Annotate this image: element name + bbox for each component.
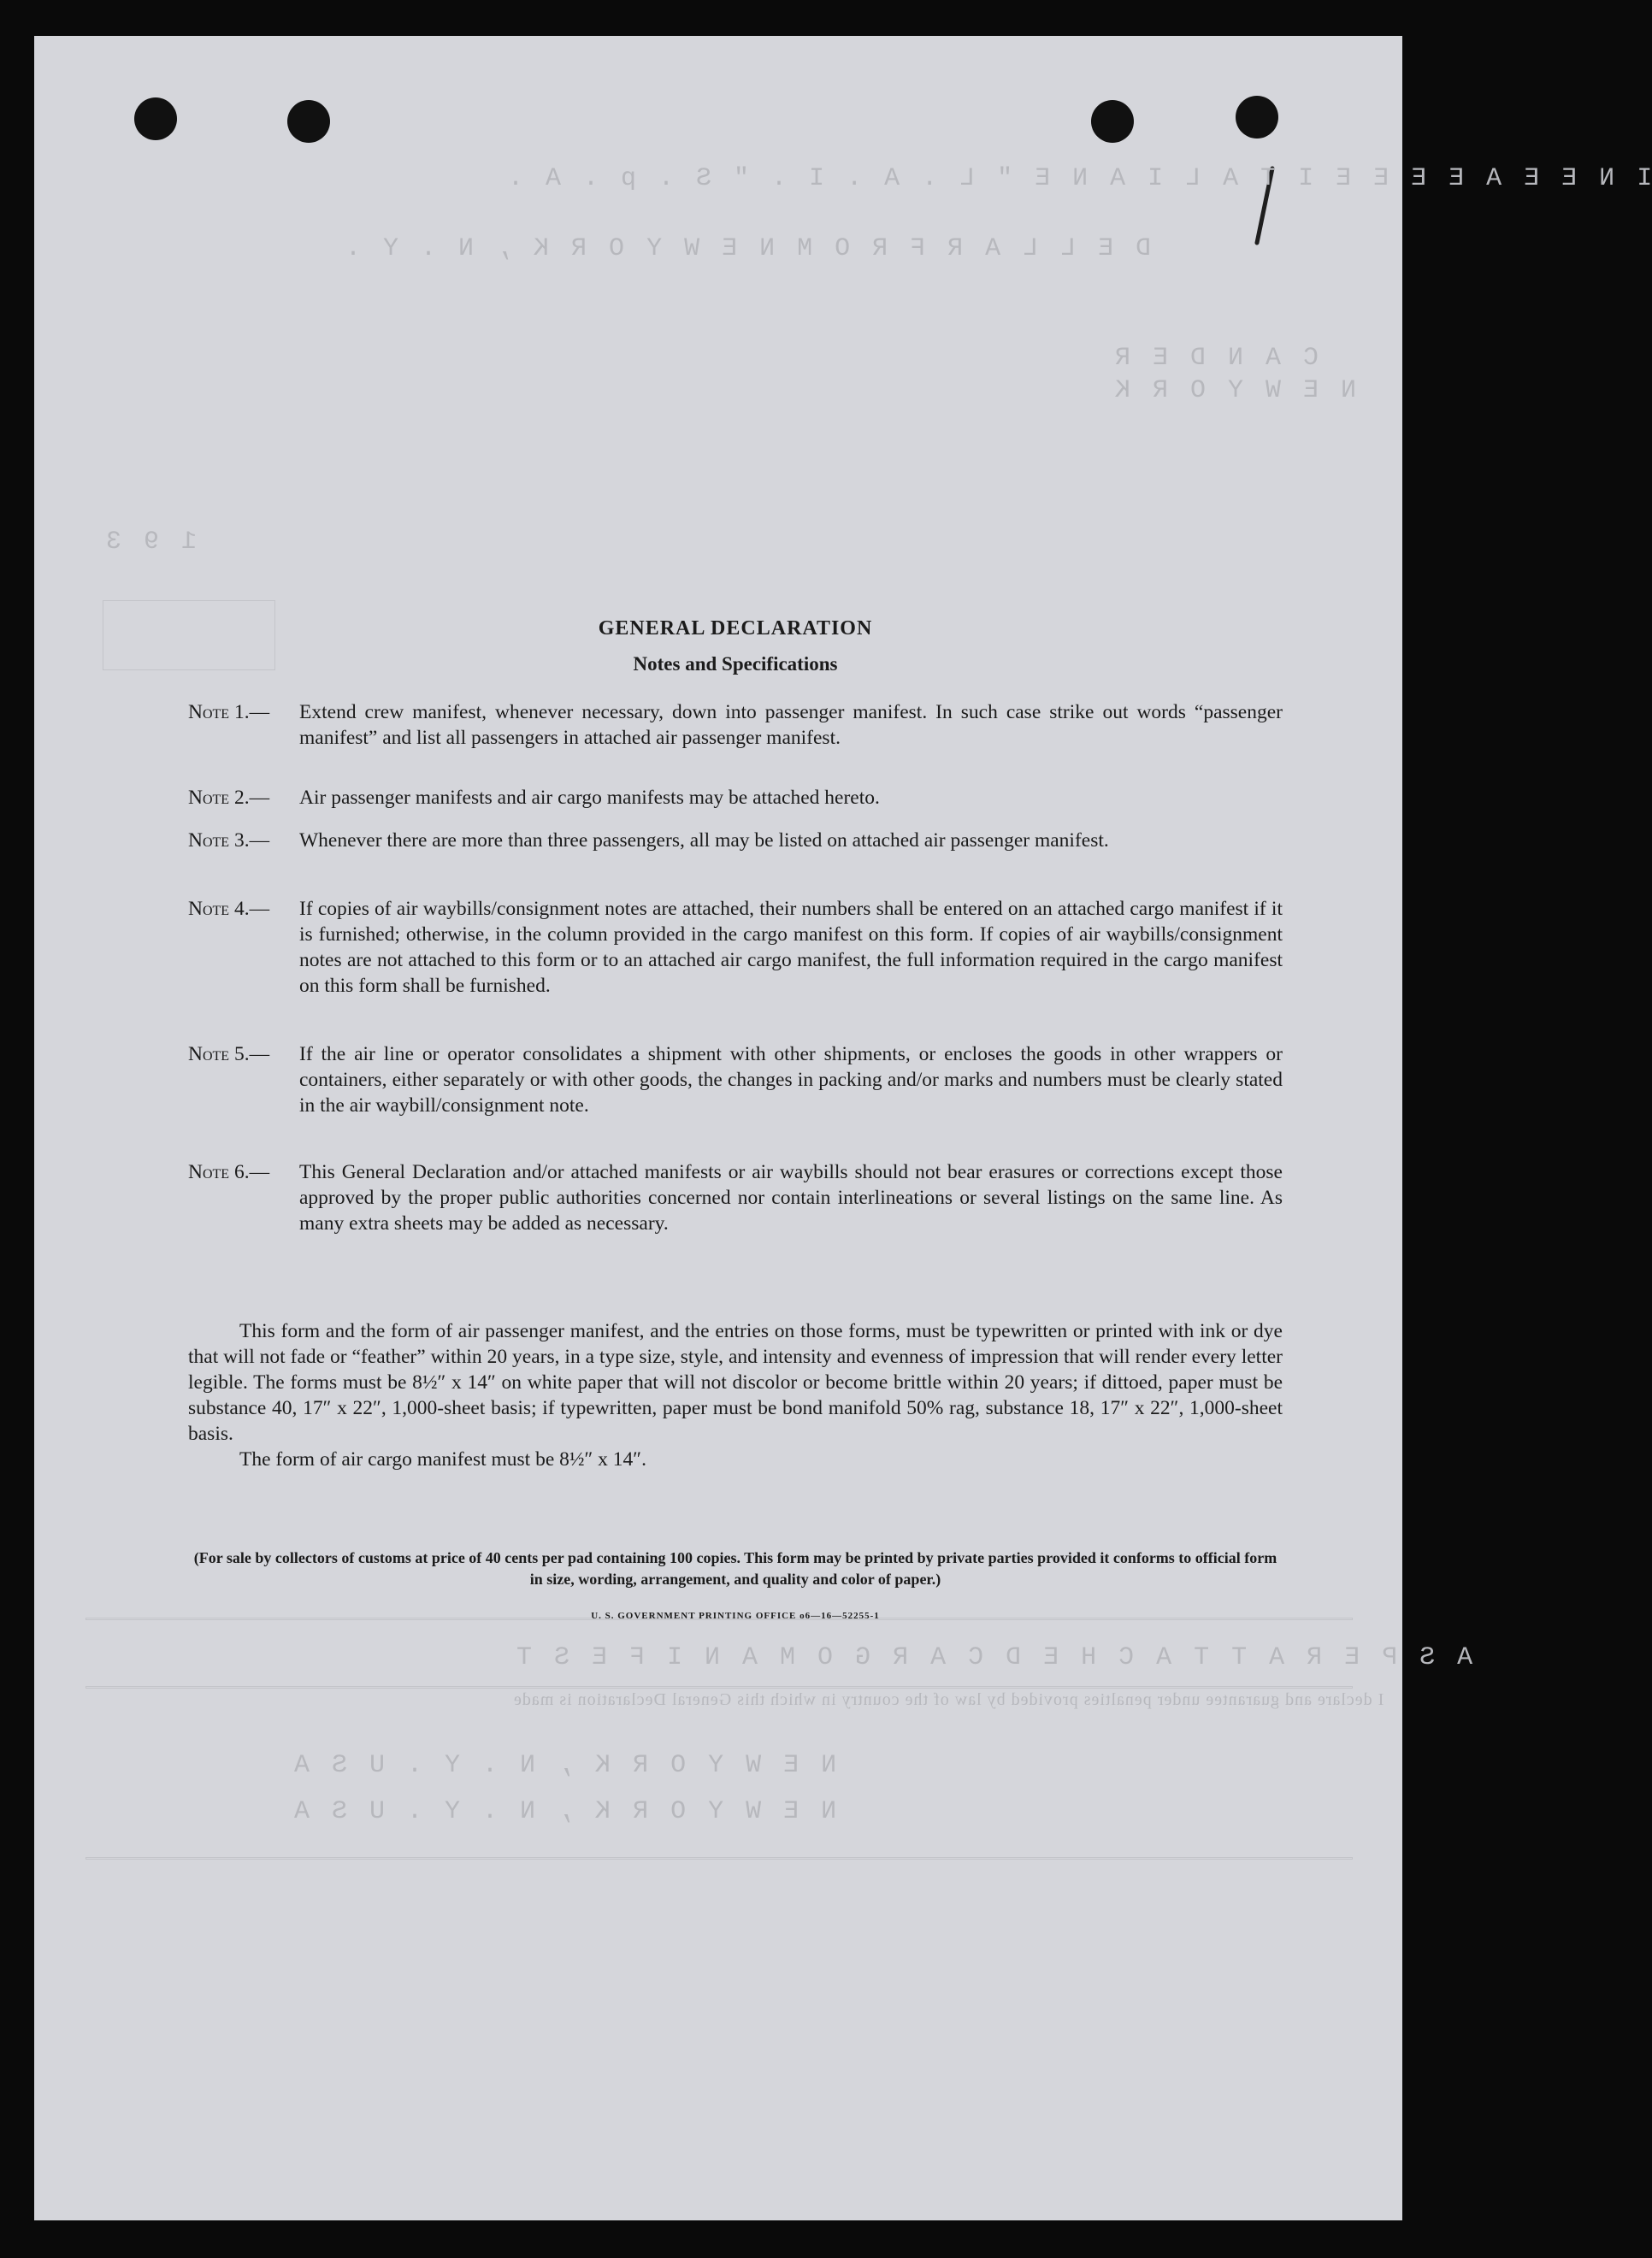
- printing-office-line: U. S. GOVERNMENT PRINTING OFFICE o6—16—52255-1: [591, 1611, 880, 1621]
- bleed-through-text: N E W Y O R K , N . Y . U S A: [291, 1751, 837, 1780]
- bleed-through-text: N E W Y O R K , N . Y . U S A: [291, 1797, 837, 1826]
- note-label: Note 6.—: [188, 1161, 270, 1183]
- note-2: [188, 785, 1283, 811]
- bleed-through-text: I declare and guarantee under penalties provided by law of the country in which this General Declaration is made: [513, 1690, 1384, 1709]
- note-label: Note 1.—: [188, 701, 270, 723]
- bleed-through-text: I N E E A E E E E I T A L I A N E " L . A . I . " S . p . A .: [504, 164, 1652, 193]
- note-label: Note 5.—: [188, 1043, 270, 1065]
- page-title: GENERAL DECLARATION: [598, 617, 873, 640]
- bleed-through-box: [86, 1857, 1353, 1860]
- document-page: [34, 36, 1652, 2220]
- punch-hole-icon: [1236, 96, 1278, 139]
- bleed-through-text: C A N D E R: [1112, 344, 1319, 373]
- form-requirements-paragraph: This form and the form of air passenger manifest, and the entries on those forms, must be typewritten or printed with ink or dye that will not fade or “feather” within 20 years, in a type size, style, and intensity and evenness of impression that will render every letter legible. The forms must be 8½″ x 14″ on white paper that will not discolor or become brittle within 20 years; if dittoed, paper must be substance 40, 17″ x 22″, 1,000-sheet basis; if typewritten, paper must be bond manifold 50% rag, substance 18, 17″ x 22″, 1,000-sheet basis.: [188, 1320, 1283, 1445]
- bleed-through-text: A S P E R A T T A C H E D C A R G O M A N I F E S T: [513, 1643, 1473, 1672]
- note-text: Whenever there are more than three passengers, all may be listed on attached air passenger manifest.: [299, 829, 1109, 852]
- note-text: Air passenger manifests and air cargo manifests may be attached hereto.: [299, 787, 880, 809]
- bleed-through-text: D E L L A R F R O M N E W Y O R K , N . Y .: [342, 234, 1152, 263]
- sale-notice: (For sale by collectors of customs at price of 40 cents per pad containing 100 copies. This form may be printed by private parties provided it conforms to official form in size, wording, arrangement, and quality and color of paper.): [193, 1549, 1277, 1588]
- note-text: Extend crew manifest, whenever necessary, down into passenger manifest. In such case strike out words “passenger manifest” and list all passengers in attached air passenger manifest.: [299, 701, 1283, 749]
- bleed-through-text: N E W Y O R K: [1112, 376, 1357, 405]
- note-1: [188, 699, 1283, 751]
- punch-hole-icon: [1091, 100, 1134, 143]
- note-6: [188, 1159, 1283, 1236]
- punch-hole-icon: [134, 97, 177, 140]
- note-text: If the air line or operator consolidates a shipment with other shipments, or encloses the goods in other wrappers or containers, either separately or with other goods, the changes in packing and/or marks and numbers must be clearly stated in the air waybill/consignment note.: [299, 1043, 1283, 1117]
- bleed-through-box: [86, 1686, 1353, 1689]
- note-label: Note 4.—: [188, 898, 270, 920]
- note-text: If copies of air waybills/consignment notes are attached, their numbers shall be entered on an attached cargo manifest if it is furnished; otherwise, in the column provided in the cargo manifest on this form. If copies of air waybills/consignment notes are not attached to this form or to an attached air cargo manifest, the full information required in the cargo manifest on this form shall be furnished.: [299, 898, 1283, 997]
- punch-hole-icon: [287, 100, 330, 143]
- bleed-through-text: 1 9 3: [103, 528, 198, 557]
- note-4: [188, 896, 1283, 999]
- note-5: [188, 1041, 1283, 1118]
- note-text: This General Declaration and/or attached manifests or air waybills should not bear erasures or corrections except those approved by the proper public authorities concerned nor contain interlineations or several listings on the same line. As many extra sheets may be added as necessary.: [299, 1161, 1283, 1235]
- page-subtitle: Notes and Specifications: [633, 653, 838, 675]
- note-3: [188, 828, 1283, 853]
- note-label: Note 3.—: [188, 829, 270, 852]
- note-label: Note 2.—: [188, 787, 270, 809]
- cargo-manifest-size-paragraph: The form of air cargo manifest must be 8½″ x 14″.: [239, 1448, 646, 1471]
